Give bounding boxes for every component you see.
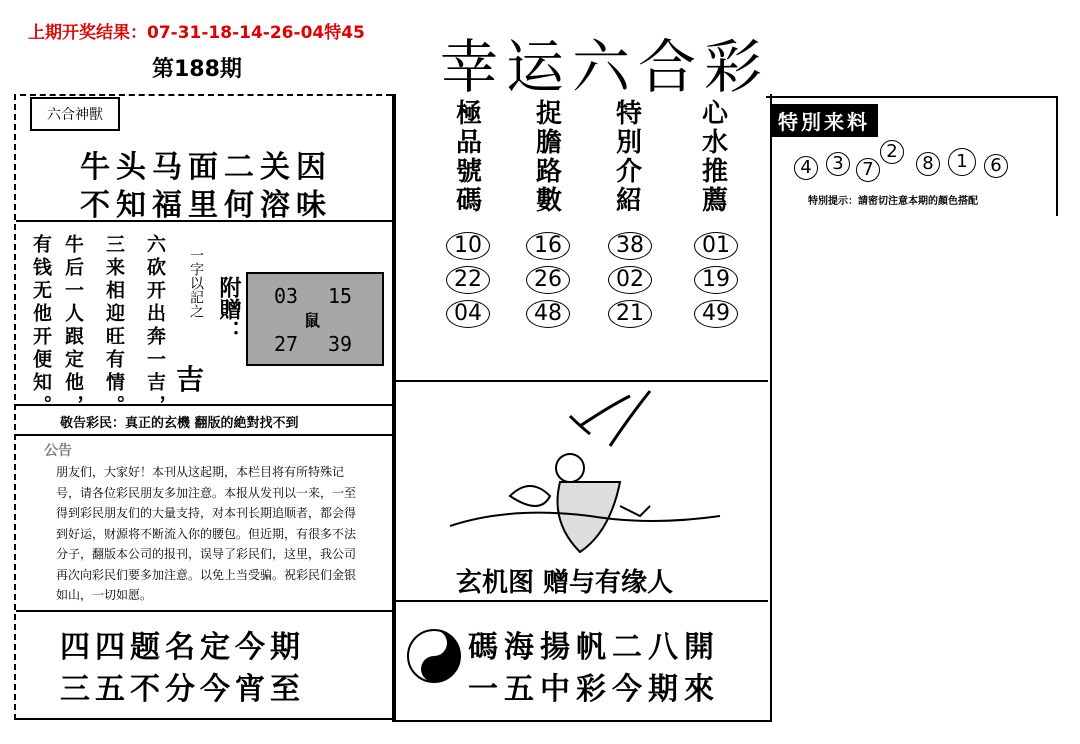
digit-circle: 2 (880, 140, 904, 164)
special-tip: 特別提示：請密切注意本期的顏色搭配 (808, 196, 978, 207)
gift-number: 03 (274, 284, 299, 308)
verse-column-1: 六砍开出奔一吉， (144, 234, 166, 418)
last-result-text: 上期开奖结果：07-31-18-14-26-04特45 (28, 23, 365, 43)
side-gift-label: 附贈： (216, 276, 242, 342)
column-header: 極品號碼 (455, 99, 482, 216)
digit-circle: 6 (984, 154, 1008, 178)
illustration-image (420, 386, 750, 556)
number-cell: 26 (526, 266, 570, 294)
caption-line-1: 四四题名定今期 (60, 630, 305, 665)
digit-circle: 4 (794, 156, 818, 180)
column-header: 心水推薦 (701, 99, 728, 216)
poem-line-1: 牛头马面二关因 (80, 150, 332, 185)
stamp-label: 六合神獸 (30, 97, 120, 131)
slogan-line-1: 碼海揚帆二八開 (468, 630, 720, 665)
divider (16, 220, 392, 222)
gift-number: 15 (328, 284, 353, 308)
slogan-line-2: 一五中彩今期來 (468, 672, 720, 707)
illustration-caption: 玄机图 赠与有缘人 (456, 568, 674, 598)
page-title: 幸运六合彩 (440, 33, 771, 101)
warning-text: 敬告彩民：真正的玄機 翻版的絶對找不到 (60, 416, 299, 431)
gift-number-box (246, 272, 384, 366)
notice-body: 朋友们，大家好！本刊从这起期，本栏目将有所特殊记号，请各位彩民朋友多加注意。本报从发刊以一来，一至得到彩民朋友们的大量支持，对本刊长期追顺者，都会得到好运，财源将不断流入你的腰包。但近期，有很多不法分子，翻版本公司的报刊，误导了彩民们，这里，我公司再次向彩民们要多加注意。以免上当受骗。祝彩民们金银如山，一切如愿。 (56, 465, 357, 602)
digit-circle: 8 (916, 152, 940, 176)
divider (16, 610, 392, 612)
column-header: 捉膽路數 (535, 99, 562, 216)
digit-circle: 1 (948, 148, 976, 176)
side-answer: 吉 (176, 363, 205, 396)
side-small-label: 一字以記之 (188, 248, 204, 318)
number-cell: 16 (526, 232, 570, 260)
number-cell: 04 (446, 300, 490, 328)
gift-animal: 鼠 (304, 311, 321, 330)
number-cell: 21 (608, 300, 652, 328)
divider (16, 404, 392, 406)
caption-line-2: 三五不分今宵至 (60, 672, 305, 707)
column-header: 特別介紹 (615, 99, 642, 216)
poem-line-2: 不知福里何溶味 (80, 188, 332, 223)
number-cell: 49 (694, 300, 738, 328)
verse-column-2: 三来相迎旺有情。 (103, 234, 125, 418)
number-cell: 19 (694, 266, 738, 294)
gift-number: 39 (328, 332, 353, 356)
gift-number: 27 (274, 332, 299, 356)
divider (392, 600, 768, 602)
verse-column-4: 有钱无他开便知。 (30, 234, 52, 418)
number-cell: 10 (446, 232, 490, 260)
verse-column-3: 牛后一人跟定他， (62, 234, 84, 418)
issue-number: 第188期 (152, 57, 242, 82)
divider (392, 380, 768, 382)
number-cell: 38 (608, 232, 652, 260)
digit-circle: 3 (826, 152, 850, 176)
number-cell: 01 (694, 232, 738, 260)
number-cell: 22 (446, 266, 490, 294)
special-title: 特別来料 (770, 104, 878, 137)
number-cell: 02 (608, 266, 652, 294)
number-cell: 48 (526, 300, 570, 328)
yin-yang-icon (406, 628, 462, 684)
digit-circle: 7 (856, 158, 880, 182)
divider (16, 434, 392, 436)
notice-title: 公告 (44, 443, 72, 459)
